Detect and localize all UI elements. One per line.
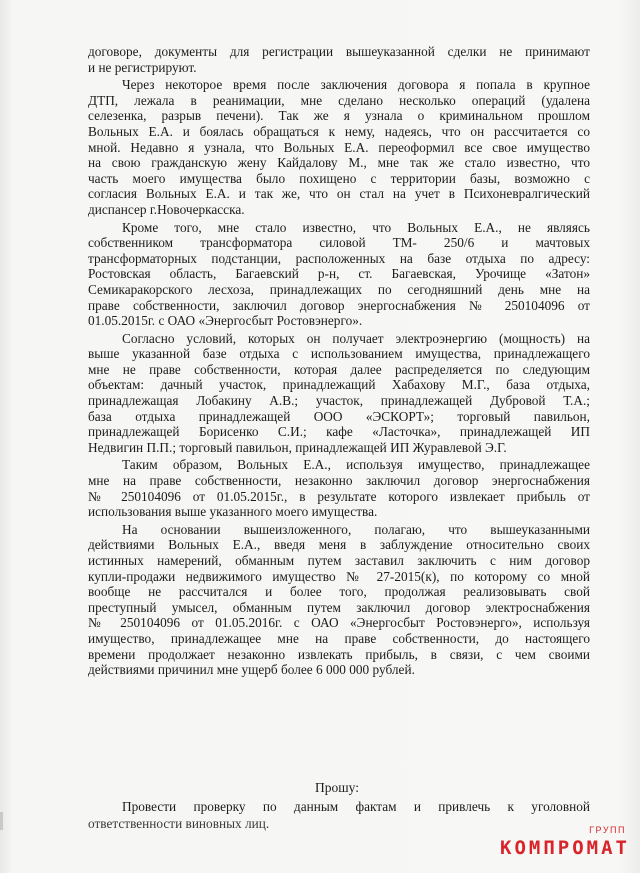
text-line: Семикаракорского лесхоза, принадлежащих по сегодняшний день мне на: [88, 281, 590, 297]
scan-edge-mark: [0, 812, 3, 830]
text-line: времени продолжает незаконно извлекать прибыль, в связи, с чем своими: [88, 646, 590, 662]
text-line: имущество, принадлежащее мне на праве собственности, до настоящего: [88, 630, 590, 646]
paragraph: [88, 77, 590, 217]
text-line: мне на праве собственности, незаконно заключил договор энергоснабжения: [88, 473, 590, 489]
text-line: мной. Недавно я узнала, что Вольных Е.А. переоформил все свое имущество: [88, 139, 590, 155]
text-line: на свою гражданскую жену Кайдалову М., мне так же стало известно, что: [88, 155, 590, 171]
text-line: № 250104096 от 01.05.2015г., в результате которого извлекает прибыль от: [88, 488, 590, 504]
text-line: Провести проверку по данным фактам и привлечь к уголовной: [122, 799, 590, 814]
text-line: Через некоторое время после заключения договора я попала в крупное: [122, 77, 590, 93]
paragraph: [88, 44, 590, 75]
text-line: Недвигин П.П.; торговый павильон, принадлежащей ИП Журавлевой Э.Г.: [88, 439, 507, 455]
text-line: № 250104096 от 01.05.2016г. с ОАО «Энергосбыт Ростовэнерго», используя: [88, 615, 590, 631]
paragraph: [88, 457, 590, 519]
text-line: Ростовская область, Багаевский р-н, ст. Багаевская, Урочище «Затон»: [88, 266, 590, 282]
text-line: диспансер г.Новочеркасска.: [88, 201, 245, 217]
watermark-logo: КОМПРОМАТ: [500, 837, 630, 859]
document-body: [88, 44, 590, 678]
text-line: трансформаторных подстанции, расположенных на базе отдыха по адресу:: [88, 250, 590, 266]
request-text: [88, 798, 590, 832]
text-line: Вольных Е.А. и боялась обращаться к нему, надеясь, что он рассчитается со: [88, 123, 590, 139]
text-line: часть моего имущества было похищено с территории базы, возможно с: [88, 170, 590, 186]
text-line: договоре, документы для регистрации вышеуказанной сделки не принимают: [88, 44, 590, 59]
text-line: истинных намерений, обманным путем заставил заключить с ним договор: [88, 553, 590, 568]
text-line: вообще не рассчитался и более того, продолжая реализовывать свой: [88, 584, 590, 600]
text-line: выше указанной базе отдыха с использованием имущества, принадлежащего: [88, 346, 590, 362]
text-line: Кроме того, мне стало известно, что Вольных Е.А., не являясь: [122, 219, 590, 235]
text-line: селезенка, разрыв печени). Так же я узнала о криминальном прошлом: [88, 108, 590, 124]
text-line: Согласно условий, которых он получает электроэнергию (мощность) на: [122, 330, 590, 346]
text-line: собственником трансформатора силовой ТМ- 250/6 и мачтовых: [88, 235, 590, 251]
text-line: база отдыха принадлежащей ООО «ЭСКОРТ»; торговый павильон,: [88, 408, 590, 424]
text-line: преступный умысел, обманным путем заключил договор электроснабжения: [88, 599, 590, 615]
text-line: На основании вышеизложенного, полагаю, что вышеуказанными: [122, 521, 590, 537]
text-line: использования выше указанного моего имущества.: [88, 504, 378, 520]
text-line: объектам: дачный участок, принадлежащий Хабахову М.Г., база отдыха,: [88, 377, 590, 393]
text-line: 01.05.2015г. с ОАО «Энергосбыт Ростовэнерго».: [88, 313, 363, 329]
paragraph: [88, 220, 590, 329]
text-line: принадлежащей Борисенко С.И.; кафе «Ласточка», принадлежащей ИП: [88, 424, 590, 440]
text-line: согласия Вольных Е.А. и так же, что он стал на учет в Психоневралгический: [88, 186, 590, 202]
text-line: купли-продажи недвижимого имущество № 27-2015(к), по которому со мной: [88, 568, 590, 584]
text-line: праве собственности, заключил договор энергоснабжения № 250104096 от: [88, 297, 590, 313]
text-line: принадлежащая Лобакину А.В.; участок, принадлежащей Дубровой Т.А.;: [88, 393, 590, 409]
text-line: ДТП, лежала в реанимации, мне сделано несколько операций (удалена: [88, 92, 590, 108]
text-line: действиями Вольных Е.А., введя меня в заблуждение относительно своих: [88, 537, 590, 553]
text-line: и не регистрируют.: [88, 59, 197, 75]
text-line: мне не праве собственности, которая далее распределяется по следующим: [88, 361, 590, 377]
text-line: ответственности виновных лиц.: [88, 816, 270, 831]
text-line: действиями причинил мне ущерб более 6 000 000 рублей.: [88, 662, 415, 678]
watermark-superscript: ГРУПП: [589, 825, 626, 835]
request-heading: Прошу:: [315, 780, 359, 795]
paragraph: [88, 522, 590, 678]
paragraph: [88, 331, 590, 456]
text-line: Таким образом, Вольных Е.А., используя имущество, принадлежащее: [122, 457, 590, 473]
